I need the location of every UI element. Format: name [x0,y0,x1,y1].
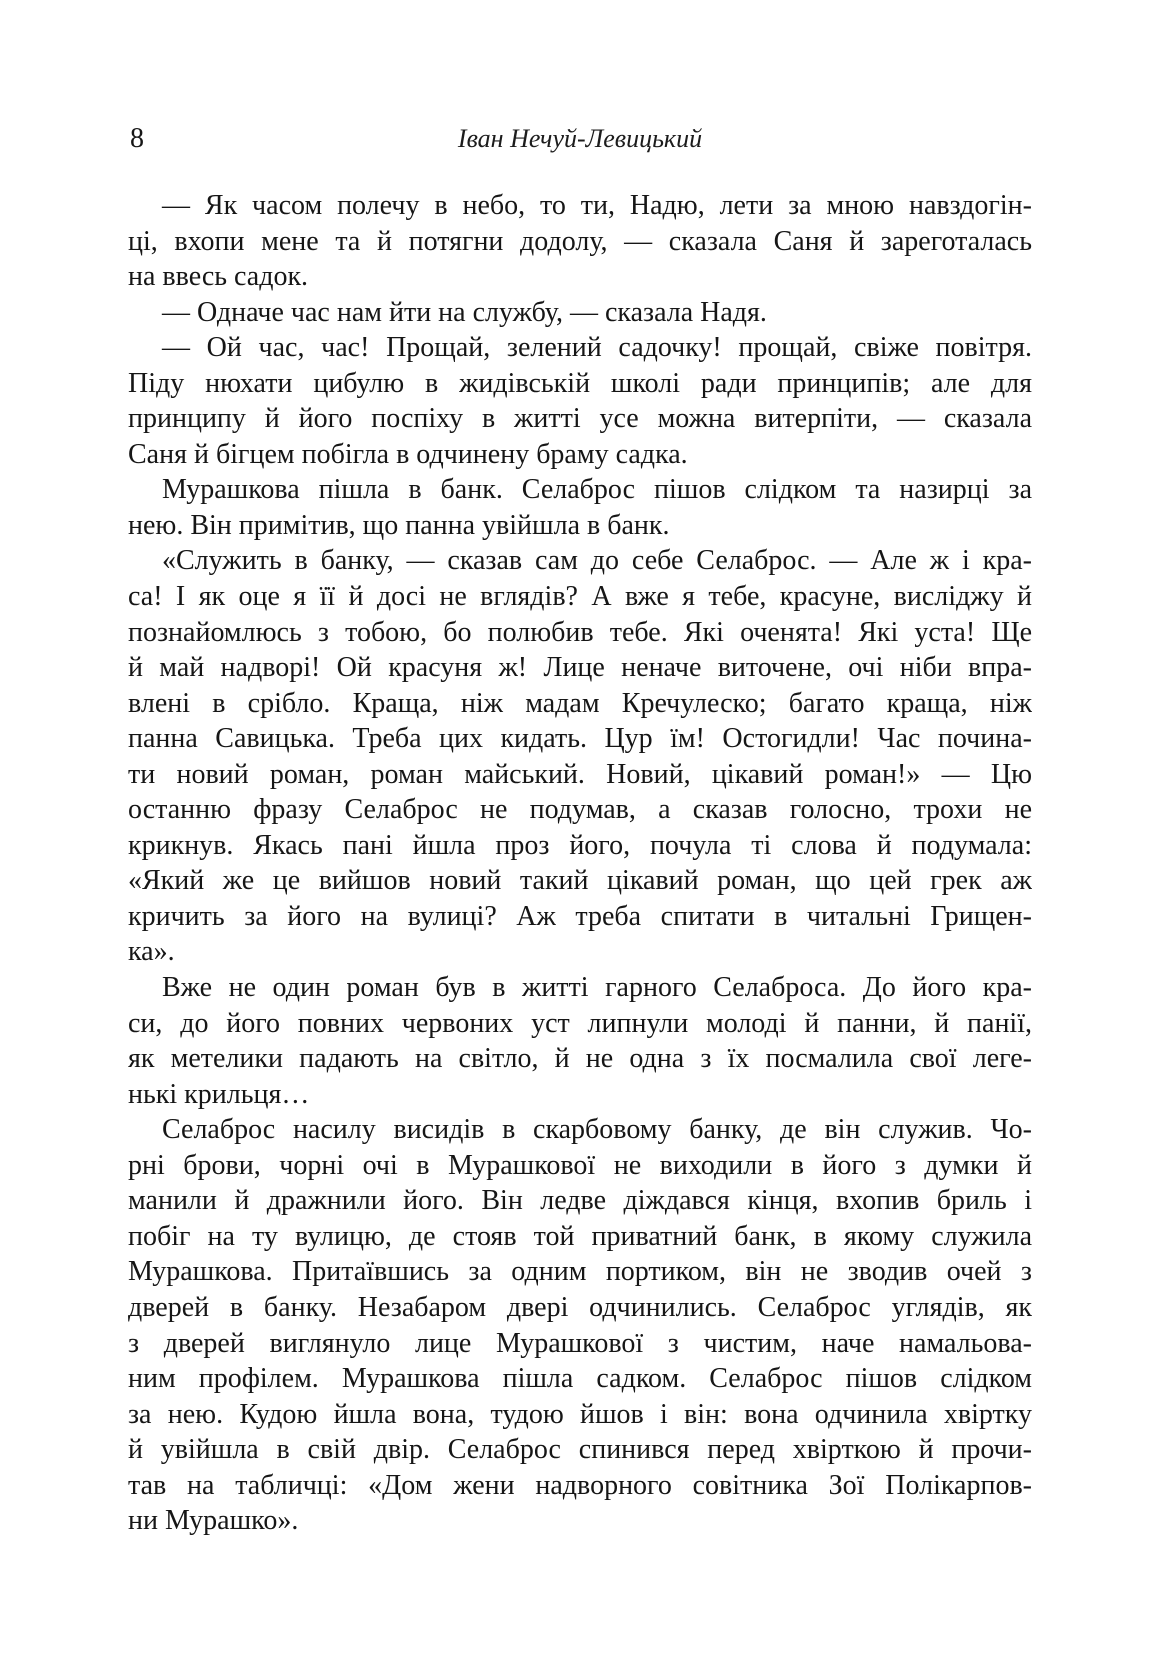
text-line: Саня й бігцем побігла в одчинену браму садка. [128,438,688,470]
text-line: ці, вхопи мене та й потягни додолу, — сказала Саня й зареготалась [128,225,1032,257]
text-line: влені в срібло. Краща, ніж мадам Кречулеско; багато краща, ніж [128,687,1032,719]
text-line: «Який же це вийшов новий такий цікавий роман, що цей грек аж [128,865,1032,897]
text-line: нею. Він примітив, що панна увійшла в банк. [128,509,670,541]
text-line: нькі крильця… [128,1078,310,1110]
text-line: тав на табличці: «Дом жени надворного совітника Зої Полікарпов- [128,1469,1032,1501]
text-line: крикнув. Якась пані йшла проз його, почула ті слова й подумала: [128,829,1032,861]
text-line: панна Савицька. Треба цих кидать. Цур їм! Остогидли! Час почина- [128,723,1032,755]
text-line: — Як часом полечу в небо, то ти, Надю, лети за мною навздогін- [162,190,1032,221]
text-line: — Одначе час нам йти на службу, — сказала Надя. [162,296,767,328]
text-line: на ввесь садок. [128,261,309,293]
text-line: Мурашкова. Притаївшись за одним портиком, він не зводив очей з [128,1256,1032,1288]
text-line: са! І як оце я її й досі не вглядів? А вже я тебе, красуне, висліджу й [128,581,1032,613]
text-line: — Ой час, час! Прощай, зелений садочку! прощай, свіже повітря. [162,332,1032,364]
running-header: Іван Нечуй-Левицький [457,124,703,153]
text-line: ним профілем. Мурашкова пішла садком. Селаброс пішов слідком [128,1363,1032,1395]
text-line: «Служить в банку, — сказав сам до себе Селаброс. — Але ж і кра- [162,545,1032,577]
text-line: познайомлюсь з тобою, бо полюбив тебе. Які оченята! Які уста! Ще [128,616,1032,648]
text-line: Піду нюхати цибулю в жидівській школі ради принципів; але для [128,367,1032,399]
text-line: й май надворі! Ой красуня ж! Лице неначе виточене, очі ніби впра- [128,652,1032,684]
text-line: Селаброс насилу висидів в скарбовому банку, де він служив. Чо- [162,1114,1032,1146]
text-line: й увійшла в свій двір. Селаброс спинився перед хвірткою й прочи- [128,1434,1032,1466]
text-block [128,188,1032,1539]
text-line: Мурашкова пішла в банк. Селаброс пішов слідком та назирці за [162,474,1032,506]
text-line: за нею. Кудою йшла вона, тудою йшов і він: вона одчинила хвіртку [128,1398,1032,1430]
text-line: з дверей виглянуло лице Мурашкової з чистим, наче намальова- [128,1327,1032,1359]
text-line: Вже не один роман був в житті гарного Селаброса. До його кра- [162,972,1032,1004]
text-line: як метелики падають на світло, й не одна з їх посмалила свої леге- [128,1043,1032,1075]
text-line: кричить за його на вулиці? Аж треба спитати в читальні Грищен- [128,900,1032,932]
text-line: останню фразу Селаброс не подумав, а сказав голосно, трохи не [128,794,1032,826]
text-line: рні брови, чорні очі в Мурашкової не виходили в його з думки й [128,1149,1032,1181]
text-line: ка». [128,936,175,968]
text-line: принципу й його поспіху в житті усе можна витерпіти, — сказала [128,403,1032,435]
text-line: ти новий роман, роман майський. Новий, цікавий роман!» — Цю [128,758,1032,790]
page-header [128,121,1032,157]
page-number: 8 [130,123,144,154]
text-line: си, до його повних червоних уст липнули молоді й панни, й панії, [128,1007,1032,1039]
text-line: дверей в банку. Незабаром двері одчинились. Селаброс углядів, як [128,1291,1032,1323]
text-line: ни Мурашко». [128,1505,299,1537]
text-line: побіг на ту вулицю, де стояв той приватний банк, в якому служила [128,1220,1032,1252]
text-line: манили й дражнили його. Він ледве діждався кінця, вхопив бриль і [128,1185,1032,1217]
